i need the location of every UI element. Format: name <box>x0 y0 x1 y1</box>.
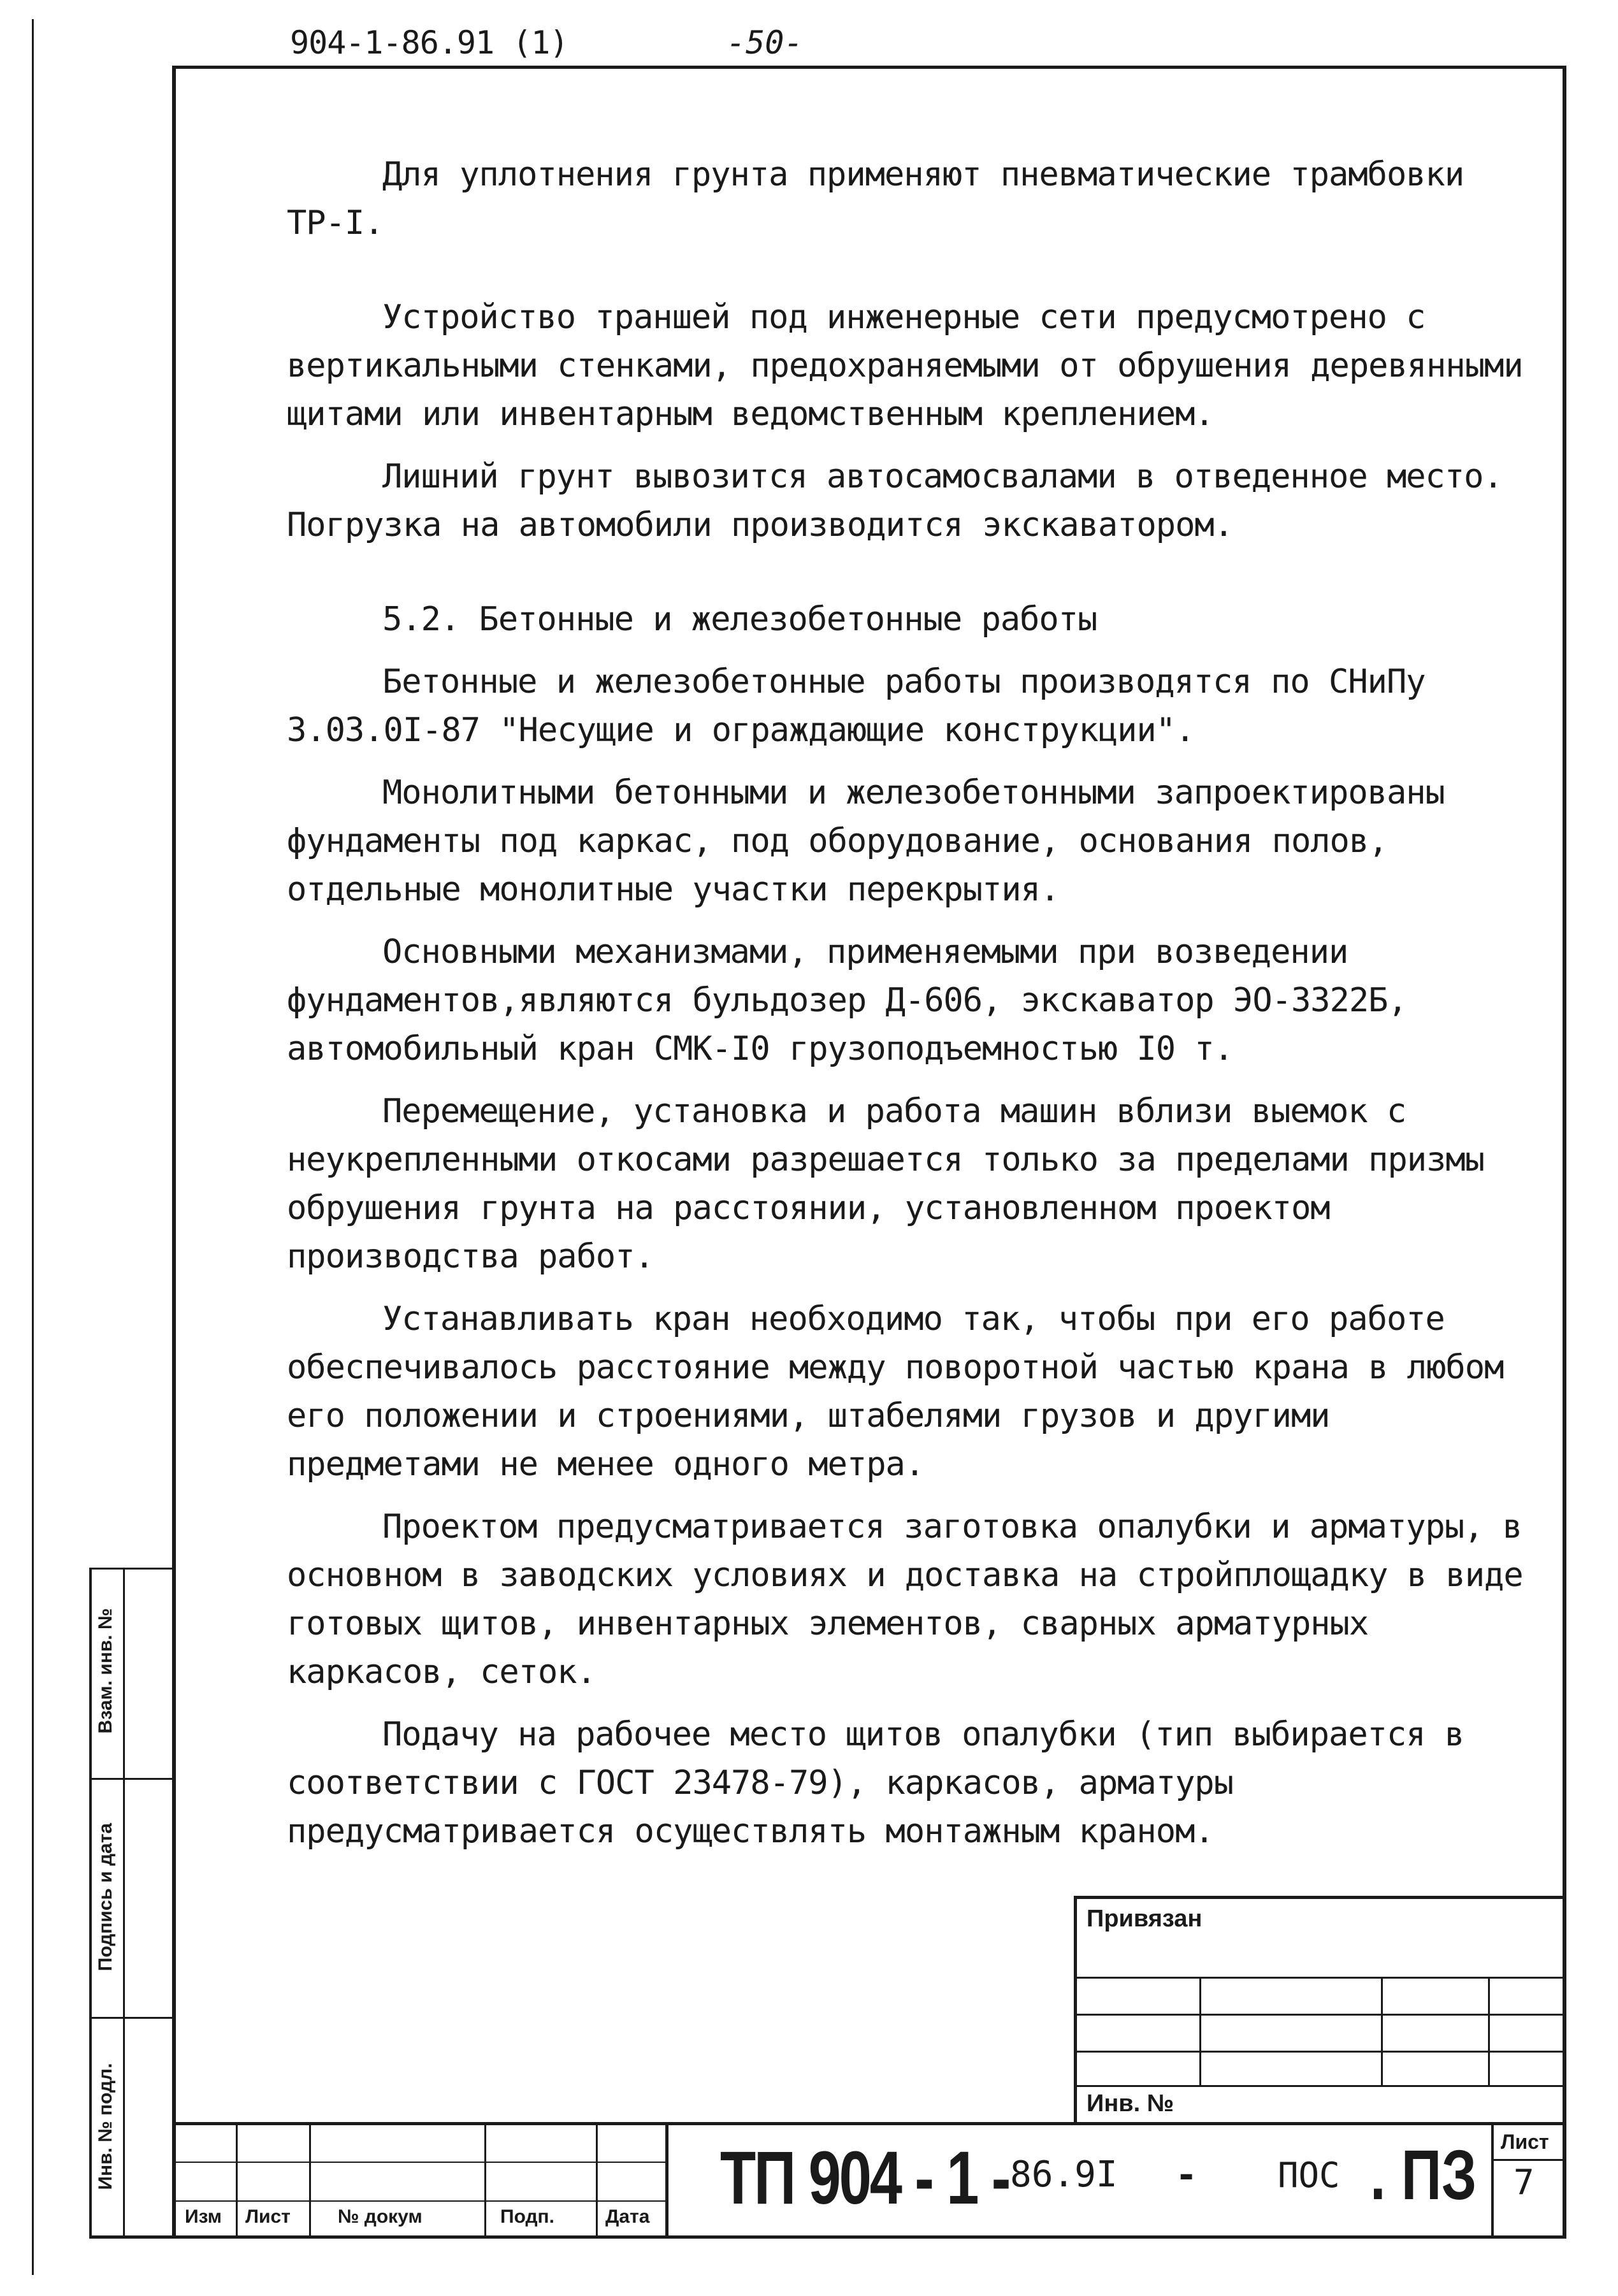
frame-right-line <box>1563 66 1566 2239</box>
title-col-izm <box>236 2125 238 2235</box>
designation-section: ПОС <box>1278 2155 1340 2195</box>
section-heading: 5.2. Бетонные и железобетонные работы <box>382 600 1097 639</box>
title-label-list: Лист <box>245 2206 291 2227</box>
sheet-number: 7 <box>1513 2162 1535 2202</box>
title-block-row-1 <box>176 2162 667 2163</box>
side-label-podpis-data: Подпись и дата <box>95 1823 116 1972</box>
designation-main: ТП 904 - 1 - <box>720 2136 1009 2220</box>
binding-margin-line <box>32 19 34 2275</box>
sheet-cell-divider <box>1491 2159 1563 2161</box>
title-col-doc <box>484 2125 486 2235</box>
sheet-cell-left <box>1491 2125 1494 2235</box>
frame-left-line <box>172 66 176 2239</box>
header-doc-code: 904-1-86.91 (1) <box>290 24 568 61</box>
paragraph-5: Монолитными бетонными и железобетонными запроектированы фундаменты под каркас, под оборудование, основания полов, отдельные монолитные участки перекрытия. <box>287 774 1445 909</box>
title-col-data <box>665 2125 668 2235</box>
frame-bottom-line <box>89 2235 1566 2239</box>
body-text <box>287 150 1536 1856</box>
designation-type: . ПЗ <box>1370 2136 1477 2214</box>
side-stamp-sep-1 <box>89 1778 176 1780</box>
paragraph-3: Лишний грунт вывозится автосамосвалами в отведенное место. Погрузка на автомобили производится экскаватором. <box>287 458 1503 544</box>
sheet-label: Лист <box>1501 2130 1549 2153</box>
title-col-list <box>309 2125 311 2235</box>
side-stamp-sep-2 <box>89 2017 176 2019</box>
side-stamp-top <box>89 1568 176 1570</box>
side-label-inv-podl: Инв. № подл. <box>95 2063 116 2190</box>
paragraph-6: Основными механизмами, применяемыми при возведении фундаментов,являются бульдозер Д-606, экскаватор ЭО-3322Б, автомобильный кран СМК-I0 грузоподъемностью I0 т. <box>287 933 1407 1068</box>
paragraph-2: Устройство траншей под инженерные сети предусмотрено с вертикальными стенками, предохраняемыми от обрушения деревянными щитами или инвентарным ведомственным креплением. <box>287 298 1523 433</box>
binding-box-title: Привязан <box>1087 1905 1203 1932</box>
title-col-podp <box>596 2125 598 2235</box>
title-label-izm: Изм <box>185 2206 222 2227</box>
title-label-podp: Подп. <box>500 2206 554 2227</box>
paragraph-9: Проектом предусматривается заготовка опалубки и арматуры, в основном в заводских условиях и доставка на стройплощадку в виде готовых щитов, инвентарных элементов, сварных арматурных каркасов, сеток. <box>287 1508 1523 1691</box>
paragraph-8: Устанавливать кран необходимо так, чтобы при его работе обеспечивалось расстояние между поворотной частью крана в любом его положении и строениями, штабелями грузов и другими предметами не менее одного метра. <box>287 1300 1504 1484</box>
paragraph-4: Бетонные и железобетонные работы производятся по СНиПу 3.03.0I-87 "Несущие и ограждающие конструкции". <box>287 663 1426 749</box>
header-page-mark: -50- <box>726 24 804 61</box>
title-block-row-2 <box>176 2200 667 2202</box>
paragraph-7: Перемещение, установка и работа машин вблизи выемок с неукрепленными откосами разрешается только за пределами призмы обрушения грунта на расстоянии, установленном проектом производства работ. <box>287 1092 1485 1276</box>
side-stamp-outer-line <box>89 1568 92 2237</box>
title-block-top <box>172 2122 1566 2125</box>
frame-top-line <box>172 66 1566 69</box>
binding-row-4 <box>1077 2085 1563 2087</box>
binding-col-1 <box>1199 1977 1201 2085</box>
designation-dash: - <box>1179 2148 1194 2198</box>
designation-year: 86.9I <box>1010 2154 1118 2195</box>
title-label-doc: № докум <box>338 2206 423 2227</box>
side-stamp-divider <box>123 1568 125 2237</box>
title-label-data: Дата <box>605 2206 650 2227</box>
paragraph-10: Подачу на рабочее место щитов опалубки (тип выбирается в соответствии с ГОСТ 23478-79), каркасов, арматуры предусматривается осуществлять монтажным краном. <box>287 1715 1464 1851</box>
side-label-vzam-inv: Взам. инв. № <box>95 1608 116 1734</box>
binding-inv-no: Инв. № <box>1087 2090 1174 2117</box>
paragraph-1: Для уплотнения грунта применяют пневматические трамбовки ТР-I. <box>287 155 1464 242</box>
binding-col-3 <box>1488 1977 1490 2085</box>
binding-col-2 <box>1381 1977 1383 2085</box>
